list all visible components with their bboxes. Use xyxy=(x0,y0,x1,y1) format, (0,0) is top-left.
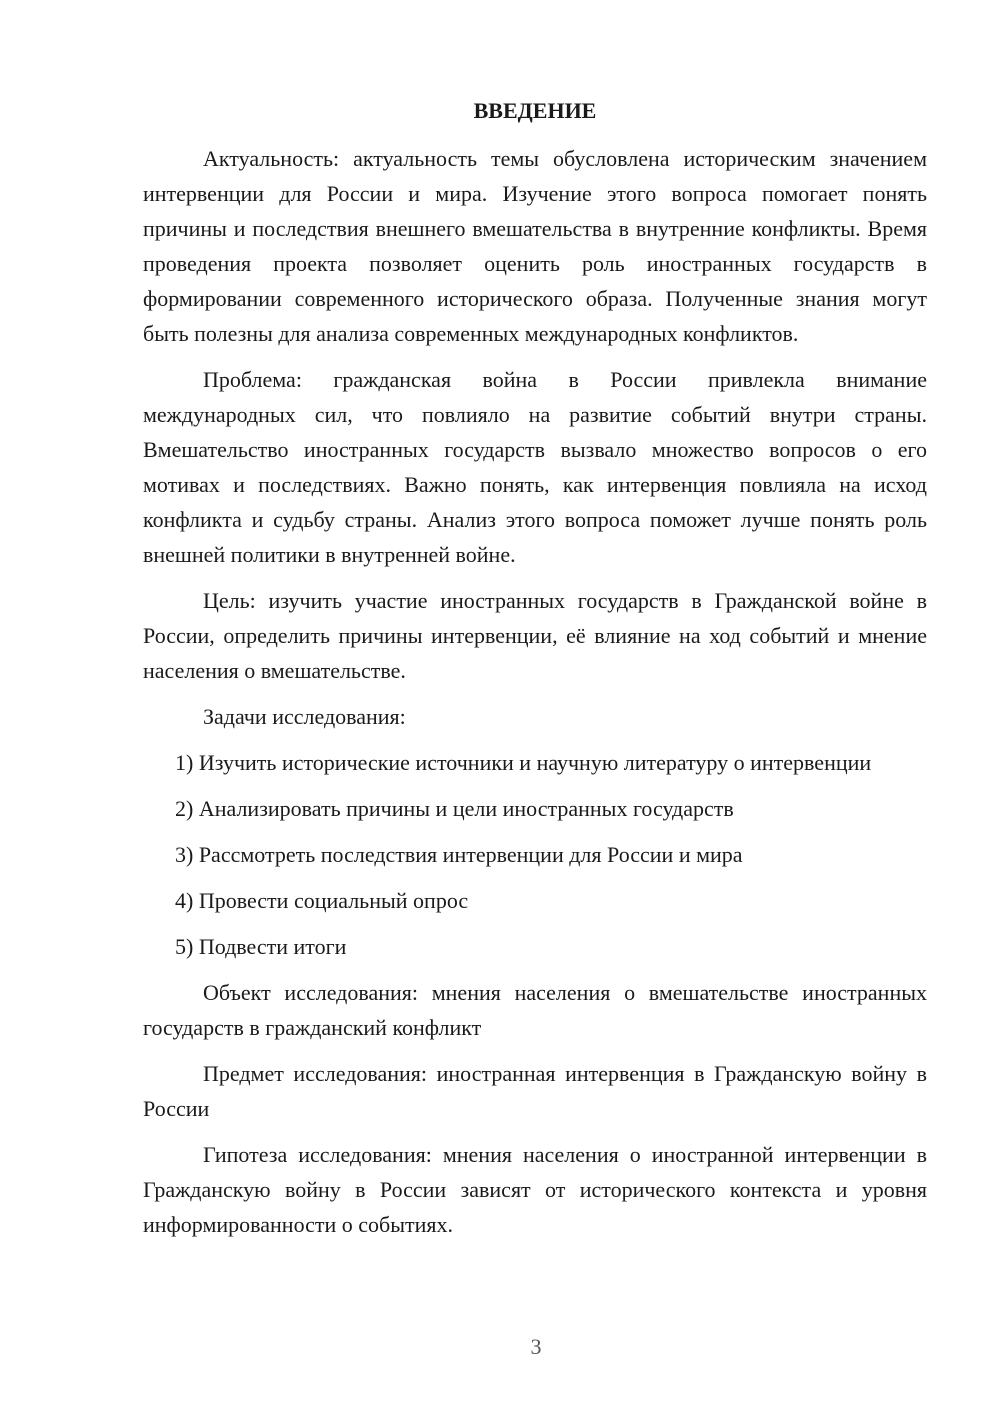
page-number: 3 xyxy=(530,1334,542,1359)
task-item: 2) Анализировать причины и цели иностранных государств xyxy=(175,796,734,821)
task-item: 4) Провести социальный опрос xyxy=(175,888,469,913)
paragraph-hypothesis: Гипотеза исследования: мнения населения о иностранной интервенции в Гражданскую войну в России зависят от исторического контекста и уровня информированности о событиях. xyxy=(143,1142,927,1237)
paragraph-problem: Проблема: гражданская война в России привлекла внимание международных сил, что повлияло на развитие событий внутри страны. Вмешательство иностранных государств вызвало множество вопросов о его мотивах и последствиях. Важно понять, как интервенция повлияла на исход конфликта и судьбу страны. Анализ этого вопроса поможет лучше понять роль внешней политики в внутренней войне. xyxy=(143,367,927,567)
tasks-heading: Задачи исследования: xyxy=(203,704,406,729)
page-content xyxy=(143,96,927,1253)
paragraph-goal: Цель: изучить участие иностранных государств в Гражданской войне в России, определить причины интервенции, её влияние на ход событий и мнение населения о вмешательстве. xyxy=(143,588,927,683)
paragraph-object: Объект исследования: мнения населения о вмешательстве иностранных государств в гражданский конфликт xyxy=(143,980,927,1040)
section-title: ВВЕДЕНИЕ xyxy=(473,98,597,123)
tasks-list xyxy=(143,745,927,964)
task-item: 1) Изучить исторические источники и научную литературу о интервенции xyxy=(175,750,872,775)
task-item: 3) Рассмотреть последствия интервенции для России и мира xyxy=(175,842,743,867)
task-item: 5) Подвести итоги xyxy=(175,934,347,959)
paragraph-relevance: Актуальность: актуальность темы обусловлена историческим значением интервенции для России и мира. Изучение этого вопроса помогает понять причины и последствия внешнего вмешательства в внутренние конфликты. Время проведения проекта позволяет оценить роль иностранных государств в формировании современного исторического образа. Полученные знания могут быть полезны для анализа современных международных конфликтов. xyxy=(143,146,927,346)
paragraph-subject: Предмет исследования: иностранная интервенция в Гражданскую войну в России xyxy=(143,1061,927,1121)
